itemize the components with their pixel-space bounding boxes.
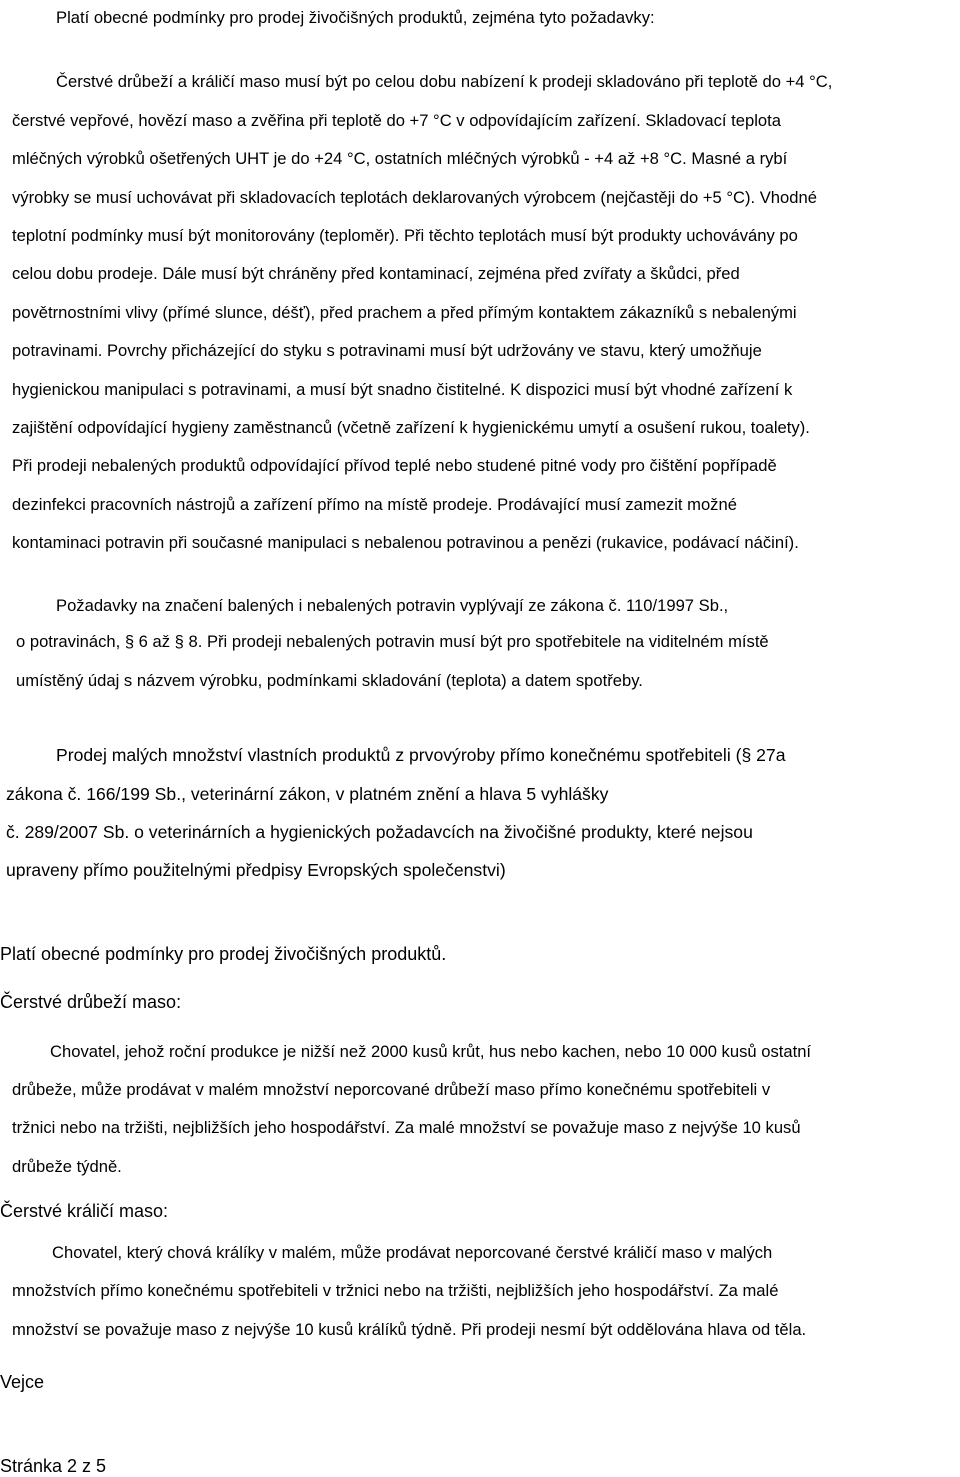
small-quantity-line: upraveny přímo použitelnými předpisy Evropských společenstvi) <box>6 860 506 880</box>
storage-line: hygienickou manipulaci s potravinami, a musí být snadno čistitelné. K dispozici musí být vhodné zařízení k <box>12 380 793 399</box>
storage-line: zajištění odpovídající hygieny zaměstnanců (včetně zařízení k hygienickému umytí a osušení rukou, toalety). <box>12 418 810 437</box>
rabbit-line: Chovatel, který chová králíky v malém, může prodávat neporcované čerstvé králičí maso v malých <box>52 1243 773 1262</box>
small-quantity-line: zákona č. 166/199 Sb., veterinární zákon, v platném znění a hlava 5 vyhlášky <box>6 784 609 804</box>
small-quantity-line: Prodej malých množství vlastních produktů z prvovýroby přímo konečnému spotřebiteli (§ 27a <box>56 745 786 765</box>
intro-line: Platí obecné podmínky pro prodej živočišných produktů, zejména tyto požadavky: <box>56 8 655 27</box>
rabbit-line: množstvích přímo konečnému spotřebiteli v tržnici nebo na tržišti, nejbližších jeho hospodářství. Za malé <box>12 1281 779 1300</box>
page-number: Stránka 2 z 5 <box>0 1456 107 1476</box>
labeling-line: o potravinách, § 6 až § 8. Při prodeji nebalených potravin musí být pro spotřebitele na viditelném místě <box>16 632 769 651</box>
labeling-line: Požadavky na značení balených i nebalených potravin vyplývají ze zákona č. 110/1997 Sb., <box>56 596 729 615</box>
storage-line: Čerstvé drůbeží a králičí maso musí být po celou dobu nabízení k prodeji skladováno při teplotě do +4 °C, <box>56 72 833 91</box>
rabbit-line: množství se považuje maso z nejvýše 10 kusů králíků týdně. Při prodeji nesmí být oddělována hlava od těla. <box>12 1320 807 1339</box>
poultry-heading: Čerstvé drůbeží maso: <box>0 992 182 1012</box>
rabbit-heading: Čerstvé králičí maso: <box>0 1201 169 1221</box>
storage-line: výrobky se musí uchovávat při skladovacích teplotách deklarovaných výrobcem (nejčastěji do +5 °C). Vhodné <box>12 188 817 207</box>
general-conditions-line: Platí obecné podmínky pro prodej živočišných produktů. <box>0 944 447 964</box>
poultry-line: drůbeže, může prodávat v malém množství neporcované drůbeží maso přímo konečnému spotřebiteli v <box>12 1080 771 1099</box>
labeling-line: umístěný údaj s názvem výrobku, podmínkami skladování (teplota) a datem spotřeby. <box>16 671 643 690</box>
storage-line: povětrnostními vlivy (přímé slunce, déšť), před prachem a před přímým kontaktem zákazníků s nebalenými <box>12 303 797 322</box>
eggs-heading: Vejce <box>0 1372 45 1392</box>
poultry-line: Chovatel, jehož roční produkce je nižší než 2000 kusů krůt, hus nebo kachen, nebo 10 000 kusů ostatní <box>50 1042 812 1061</box>
storage-line: Při prodeji nebalených produktů odpovídající přívod teplé nebo studené pitné vody pro čištění popřípadě <box>12 456 777 475</box>
storage-line: celou dobu prodeje. Dále musí být chráněny před kontaminací, zejména před zvířaty a škůdci, před <box>12 264 740 283</box>
storage-line: dezinfekci pracovních nástrojů a zařízení přímo na místě prodeje. Prodávající musí zamezit možné <box>12 495 737 514</box>
storage-line: kontaminaci potravin při současné manipulaci s nebalenou potravinou a penězi (rukavice, podávací náčiní). <box>12 533 799 552</box>
poultry-line: tržnici nebo na tržišti, nejbližších jeho hospodářství. Za malé množství se považuje maso z nejvýše 10 kusů <box>12 1118 801 1137</box>
storage-line: potravinami. Povrchy přicházející do styku s potravinami musí být udržovány ve stavu, který umožňuje <box>12 341 762 360</box>
storage-line: mléčných výrobků ošetřených UHT je do +24 °C, ostatních mléčných výrobků - +4 až +8 °C. Masné a rybí <box>12 149 788 168</box>
poultry-line: drůbeže týdně. <box>12 1157 122 1176</box>
storage-line: čerstvé vepřové, hovězí maso a zvěřina při teplotě do +7 °C v odpovídajícím zařízení. Skladovací teplota <box>12 111 781 130</box>
small-quantity-line: č. 289/2007 Sb. o veterinárních a hygienických požadavcích na živočišné produkty, které nejsou <box>6 822 753 842</box>
storage-line: teplotní podmínky musí být monitorovány (teploměr). Při těchto teplotách musí být produkty uchovávány po <box>12 226 798 245</box>
